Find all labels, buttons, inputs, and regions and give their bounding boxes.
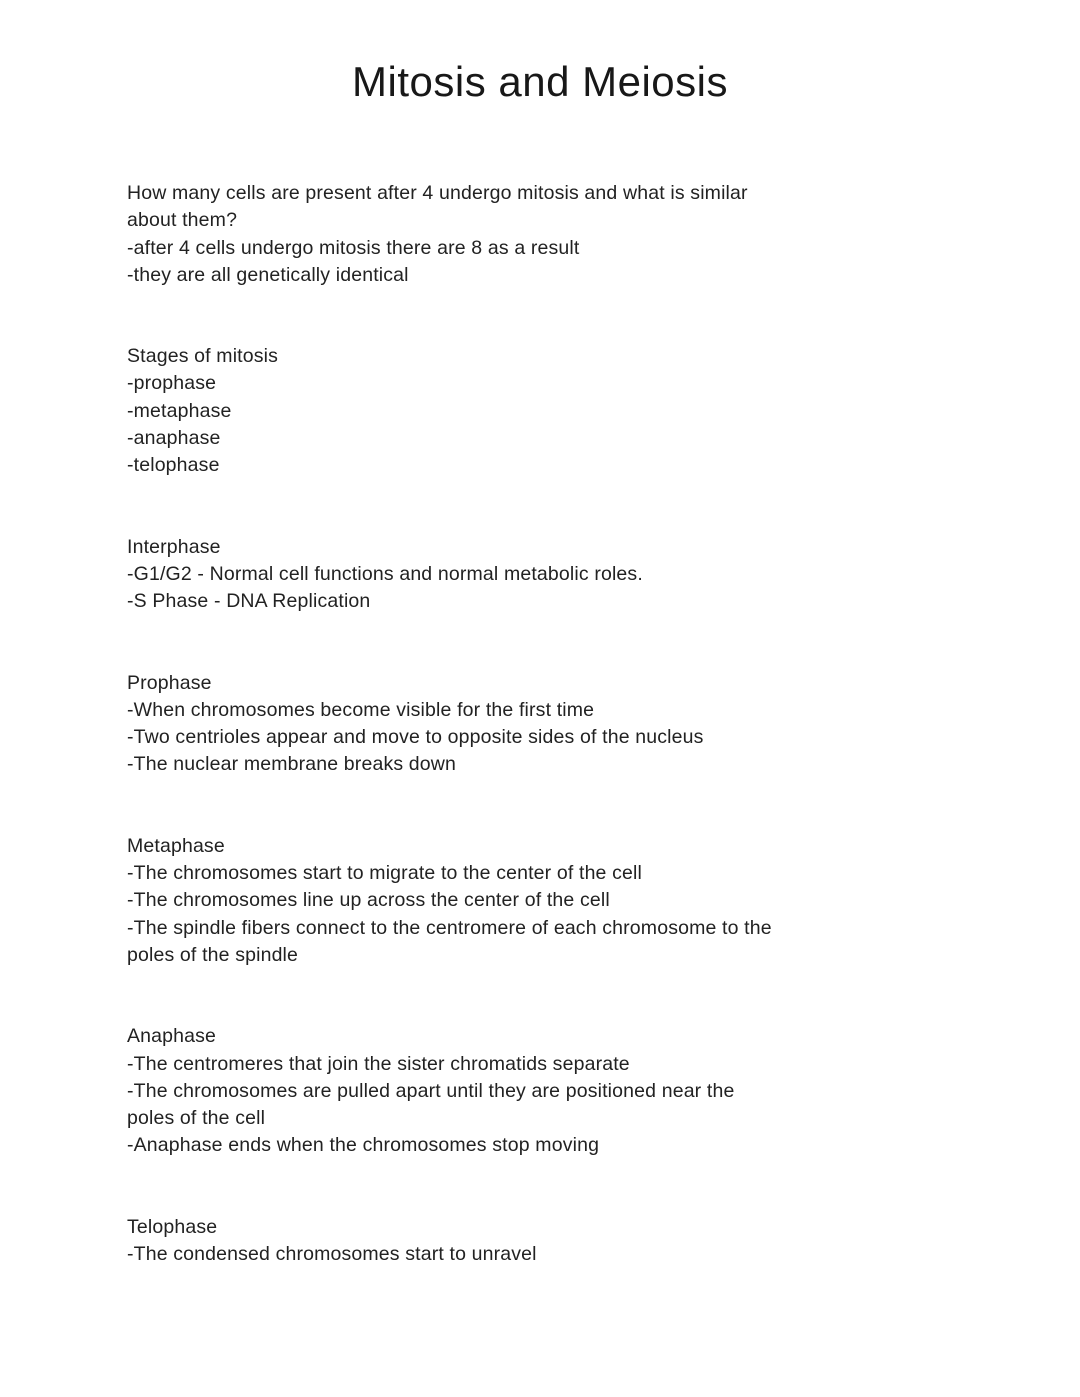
note-line: -G1/G2 - Normal cell functions and normal metabolic roles. — [127, 562, 643, 585]
note-line: -metaphase — [127, 399, 232, 422]
note-line: -after 4 cells undergo mitosis there are 8 as a result — [127, 236, 580, 259]
note-section — [127, 180, 960, 289]
note-line: -anaphase — [127, 427, 221, 450]
note-line: -The chromosomes are pulled apart until they are positioned near the — [127, 1079, 735, 1102]
note-line: -Anaphase ends when the chromosomes stop moving — [127, 1134, 600, 1157]
note-line: -The condensed chromosomes start to unravel — [127, 1243, 537, 1266]
note-line: -The centromeres that join the sister chromatids separate — [127, 1052, 630, 1075]
note-line: about them? — [127, 209, 238, 232]
note-line: -telophase — [127, 454, 220, 477]
note-section — [127, 833, 960, 969]
section-heading: How many cells are present after 4 undergo mitosis and what is similar — [127, 182, 748, 204]
note-line: -Two centrioles appear and move to opposite sides of the nucleus — [127, 726, 704, 749]
note-line: -When chromosomes become visible for the first time — [127, 698, 595, 721]
note-line: -The chromosomes line up across the center of the cell — [127, 889, 610, 912]
note-section — [127, 1214, 960, 1269]
note-section — [127, 1023, 960, 1159]
section-heading: Interphase — [127, 535, 221, 558]
section-heading: Metaphase — [127, 834, 225, 857]
document-title: Mitosis and Meiosis — [352, 58, 728, 105]
note-section — [127, 343, 960, 479]
note-section — [127, 670, 960, 779]
note-line: -The chromosomes start to migrate to the center of the cell — [127, 862, 642, 885]
note-line: -prophase — [127, 372, 217, 395]
note-section — [127, 534, 960, 616]
note-line: poles of the spindle — [127, 943, 299, 966]
section-heading: Prophase — [127, 671, 212, 694]
note-line: -they are all genetically identical — [127, 263, 409, 286]
section-heading: Stages of mitosis — [127, 345, 279, 368]
section-heading: Telophase — [127, 1215, 218, 1238]
document-body — [127, 180, 960, 1268]
note-line: -S Phase - DNA Replication — [127, 590, 371, 613]
note-line: -The nuclear membrane breaks down — [127, 753, 457, 776]
note-line: poles of the cell — [127, 1107, 266, 1130]
section-heading: Anaphase — [127, 1025, 217, 1048]
note-line: -The spindle fibers connect to the centromere of each chromosome to the — [127, 916, 772, 939]
